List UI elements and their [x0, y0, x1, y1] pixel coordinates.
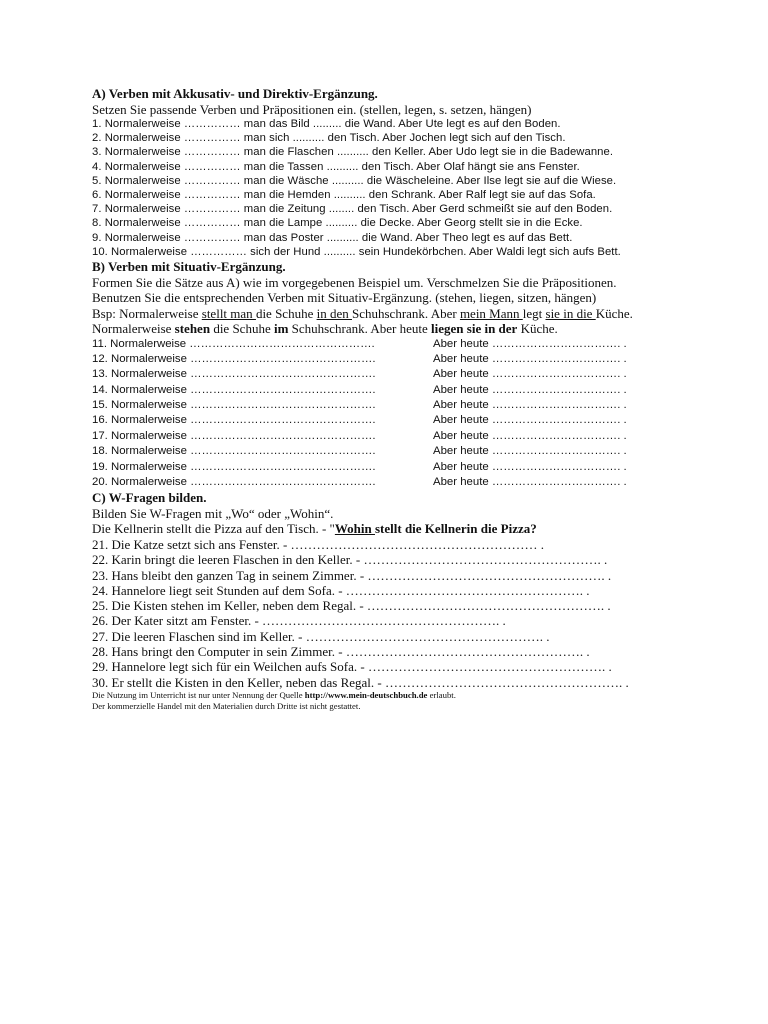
row-right: Aber heute ……………………………. .	[433, 352, 627, 365]
section-a-heading: A) Verben mit Akkusativ- und Direktiv-Ergänzung.	[92, 86, 378, 101]
section-c-list	[92, 537, 692, 690]
section-c-example	[92, 521, 692, 537]
section-b-heading: B) Verben mit Situativ-Ergänzung.	[92, 259, 286, 275]
footer-text: erlaubt.	[427, 689, 456, 700]
exercise-item: 22. Karin bringt die leeren Flaschen in den Keller. - ………………………………………………. .	[92, 552, 608, 568]
exercise-row	[92, 413, 692, 428]
example-text: die Schuhe	[255, 305, 317, 321]
footer-note-1	[92, 690, 692, 701]
example-underlined: sie in die	[545, 305, 596, 321]
exercise-item: 1. Normalerweise …………… man das Bild ......... die Wand. Aber Ute legt es auf den Boden.	[92, 118, 561, 130]
row-left: 13. Normalerweise ………………………………………….	[92, 368, 376, 381]
exercise-item: 28. Hans bringt den Computer in sein Zimmer. - ………………………………………………. .	[92, 644, 590, 660]
example-text: Normalerweise	[92, 321, 175, 337]
row-left: 16. Normalerweise ………………………………………….	[92, 414, 376, 427]
section-b-instruction-2: Benutzen Sie die entsprechenden Verben mit Situativ-Ergänzung. (stehen, liegen, sitzen, hängen)	[92, 290, 597, 306]
row-right: Aber heute ……………………………. .	[433, 414, 627, 427]
example-text: Bsp: Normalerweise	[92, 305, 202, 321]
footer-note-2: Der kommerzielle Handel mit den Materialien durch Dritte ist nicht gestattet.	[92, 700, 361, 711]
example-text: Küche.	[595, 305, 633, 321]
exercise-row	[92, 367, 692, 382]
row-right: Aber heute ……………………………. .	[433, 445, 627, 458]
example-underlined: Wohin	[334, 521, 375, 537]
exercise-item: 24. Hannelore liegt seit Stunden auf dem Sofa. - ………………………………………………. .	[92, 582, 590, 598]
row-left: 11. Normalerweise ………………………………………….	[92, 337, 375, 350]
example-text: Schuhschrank. Aber heute	[288, 321, 432, 337]
exercise-item: 7. Normalerweise …………… man die Zeitung ........ den Tisch. Aber Gerd schmeißt sie auf den Boden.	[92, 203, 613, 216]
section-a-instruction: Setzen Sie passende Verben und Präpositionen ein. (stellen, legen, s. setzen, hängen)	[92, 101, 532, 117]
exercise-item: 26. Der Kater sitzt am Fenster. - ………………………………………………. .	[92, 613, 506, 629]
example-bold: stehen	[174, 321, 211, 337]
exercise-item: 10. Normalerweise …………… sich der Hund .......... sein Hundekörbchen. Aber Waldi legt sich aufs Bett.	[92, 245, 621, 258]
exercise-item: 5. Normalerweise …………… man die Wäsche .......... die Wäscheleine. Aber Ilse legt sie auf die Wiese.	[92, 174, 617, 187]
section-b-instruction-1: Formen Sie die Sätze aus A) wie im vorgegebenen Beispiel um. Verschmelzen Sie die Präpositionen.	[92, 274, 617, 290]
row-right: Aber heute ……………………………. .	[433, 368, 627, 381]
example-underlined: mein Mann	[459, 305, 523, 321]
section-a-list	[92, 117, 692, 259]
row-left: 15. Normalerweise ………………………………………….	[92, 399, 376, 412]
example-bold: stellt die Kellnerin die Pizza?	[374, 521, 537, 537]
worksheet-page	[92, 86, 692, 711]
row-left: 12. Normalerweise ………………………………………….	[92, 352, 376, 365]
section-b-list	[92, 337, 692, 491]
exercise-item: 27. Die leeren Flaschen sind im Keller. - ………………………………………………. .	[92, 628, 550, 644]
exercise-row	[92, 460, 692, 475]
example-text: legt	[522, 305, 546, 321]
exercise-item: 3. Normalerweise …………… man die Flaschen .......... den Keller. Aber Udo legt sie in die Badewanne.	[92, 146, 614, 159]
footer-text: Die Nutzung im Unterricht ist nur unter Nennung der Quelle	[92, 689, 305, 700]
example-bold: im	[273, 321, 289, 337]
exercise-row	[92, 337, 692, 352]
example-underlined: in den	[316, 305, 352, 321]
row-left: 19. Normalerweise ………………………………………….	[92, 460, 376, 473]
section-c-instruction: Bilden Sie W-Fragen mit „Wo“ oder „Wohin“.	[92, 505, 334, 521]
exercise-item: 29. Hannelore legt sich für ein Weilchen aufs Sofa. - ………………………………………………. .	[92, 659, 612, 675]
exercise-row	[92, 352, 692, 367]
footer-link[interactable]: http://www.mein-deutschbuch.de	[304, 689, 428, 700]
section-c-heading: C) W-Fragen bilden.	[92, 490, 207, 506]
exercise-item: 6. Normalerweise …………… man die Hemden .......... den Schrank. Aber Ralf legt sie auf das Sofa.	[92, 189, 596, 202]
exercise-item: 23. Hans bleibt den ganzen Tag in seinem Zimmer. - ………………………………………………. .	[92, 567, 612, 583]
exercise-item: 30. Er stellt die Kisten in den Keller, neben das Regal. - ………………………………………………. .	[92, 674, 629, 690]
exercise-row	[92, 398, 692, 413]
row-right: Aber heute ……………………………. .	[433, 337, 627, 350]
row-left: 20. Normalerweise ………………………………………….	[92, 476, 376, 489]
exercise-row	[92, 383, 692, 398]
row-right: Aber heute ……………………………. .	[433, 399, 627, 412]
exercise-row	[92, 475, 692, 490]
example-text: die Schuhe	[210, 321, 274, 337]
example-text: Küche.	[517, 321, 558, 337]
row-left: 14. Normalerweise ………………………………………….	[92, 383, 376, 396]
row-left: 17. Normalerweise ………………………………………….	[92, 429, 376, 442]
exercise-item: 25. Die Kisten stehen im Keller, neben dem Regal. - ………………………………………………. .	[92, 598, 611, 614]
row-right: Aber heute ……………………………. .	[433, 460, 627, 473]
exercise-item: 4. Normalerweise …………… man die Tassen .......... den Tisch. Aber Olaf hängt sie ans Fenster.	[92, 160, 580, 173]
example-text: Schuhschrank. Aber	[351, 305, 460, 321]
section-b-example-1	[92, 306, 692, 322]
exercise-row	[92, 429, 692, 444]
row-right: Aber heute ……………………………. .	[433, 383, 627, 396]
section-b-example-2	[92, 321, 692, 337]
row-right: Aber heute ……………………………. .	[433, 476, 627, 489]
example-bold: liegen sie in der	[431, 321, 518, 337]
exercise-item: 2. Normalerweise …………… man sich .......... den Tisch. Aber Jochen legt sich auf den Tisch.	[92, 132, 566, 145]
example-underlined: stellt man	[201, 305, 256, 321]
exercise-row	[92, 444, 692, 459]
exercise-item: 21. Die Katze setzt sich ans Fenster. - ………………………………………………… .	[92, 536, 545, 552]
row-left: 18. Normalerweise ………………………………………….	[92, 445, 376, 458]
exercise-item: 8. Normalerweise …………… man die Lampe .......... die Decke. Aber Georg stellt sie in die Ecke.	[92, 217, 583, 230]
row-right: Aber heute ……………………………. .	[433, 429, 627, 442]
exercise-item: 9. Normalerweise …………… man das Poster .......... die Wand. Aber Theo legt es auf das Bett.	[92, 231, 573, 244]
example-text: Die Kellnerin stellt die Pizza auf den Tisch. - "	[92, 521, 335, 537]
